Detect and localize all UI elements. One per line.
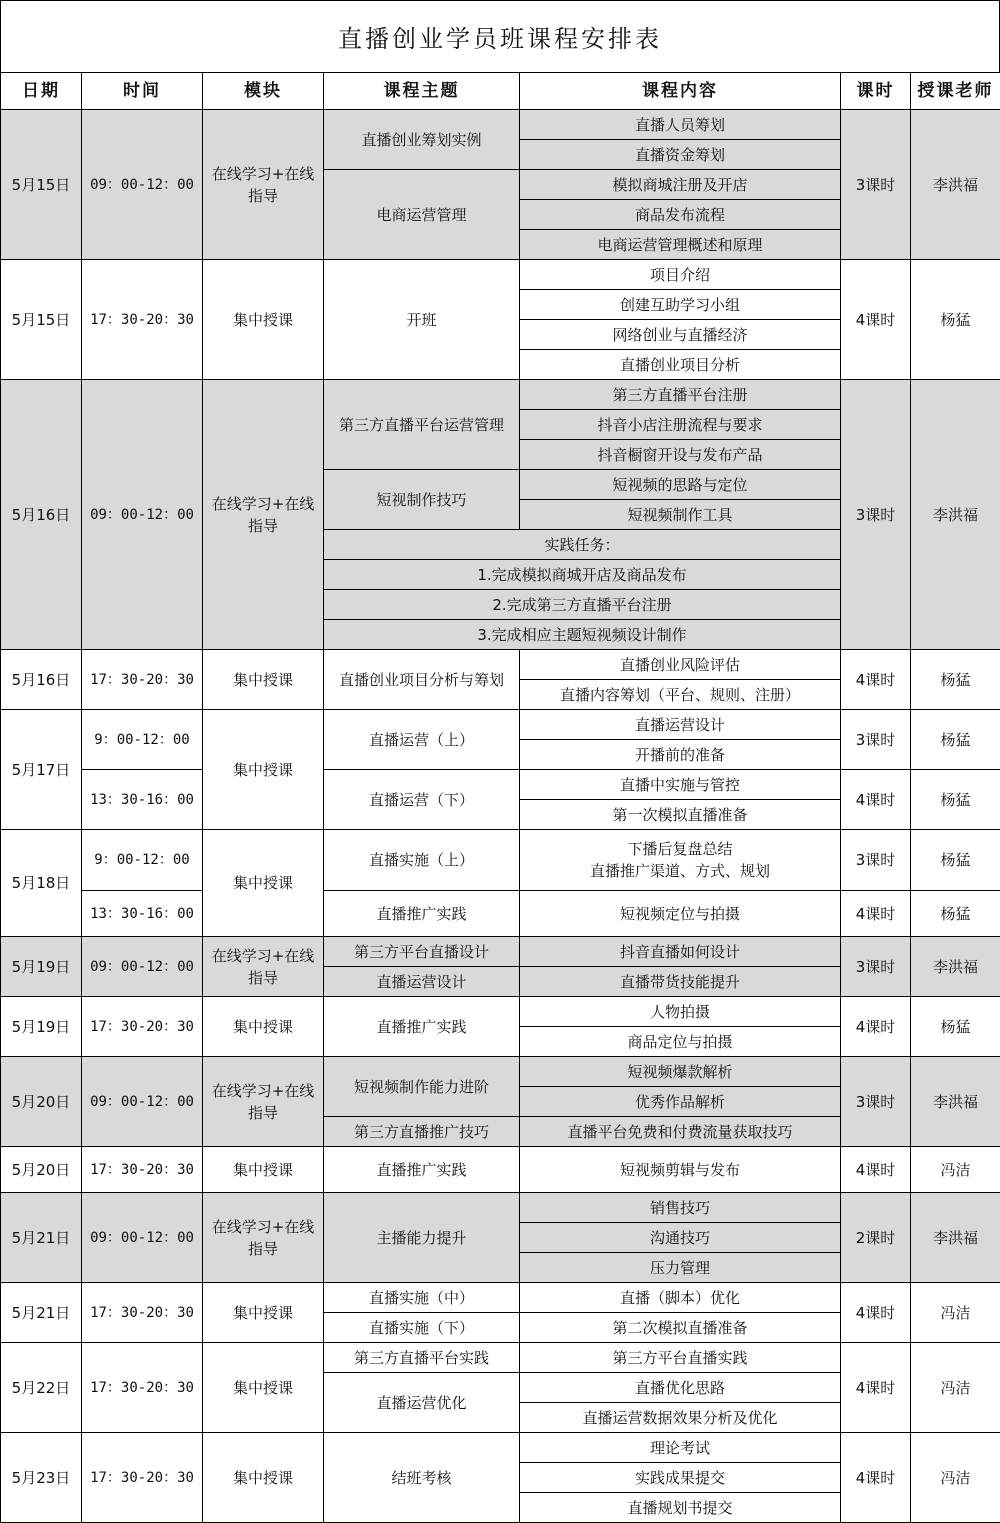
module-cell: 在线学习+在线指导 (203, 380, 324, 650)
date-cell: 5月21日 (1, 1193, 82, 1283)
table-row (1, 1147, 1000, 1193)
content-cell: 第一次模拟直播准备 (520, 800, 841, 830)
module-cell: 集中授课 (203, 1433, 324, 1523)
hours-cell: 4课时 (841, 997, 911, 1057)
content-cell: 抖音橱窗开设与发布产品 (520, 440, 841, 470)
content-cell: 短视频定位与拍摄 (520, 891, 841, 937)
topic-cell: 结班考核 (324, 1433, 520, 1523)
table-row (1, 1193, 1000, 1223)
teacher-cell: 李洪福 (911, 380, 1000, 650)
content-line: 下播后复盘总结 (522, 838, 838, 860)
content-cell: 短视频爆款解析 (520, 1057, 841, 1087)
content-cell: 沟通技巧 (520, 1223, 841, 1253)
table-row (1, 830, 1000, 891)
module-cell: 集中授课 (203, 710, 324, 830)
module-cell: 集中授课 (203, 997, 324, 1057)
content-cell: 开播前的准备 (520, 740, 841, 770)
module-cell: 在线学习+在线指导 (203, 1193, 324, 1283)
teacher-cell: 李洪福 (911, 1193, 1000, 1283)
content-cell: 直播运营数据效果分析及优化 (520, 1403, 841, 1433)
content-cell: 商品发布流程 (520, 200, 841, 230)
content-cell: 优秀作品解析 (520, 1087, 841, 1117)
time-cell: 17：30-20：30 (82, 1147, 203, 1193)
content-cell: 销售技巧 (520, 1193, 841, 1223)
hours-cell: 3课时 (841, 380, 911, 650)
content-cell: 电商运营管理概述和原理 (520, 230, 841, 260)
teacher-cell: 李洪福 (911, 1057, 1000, 1147)
table-row (1, 110, 1000, 140)
hours-cell: 3课时 (841, 110, 911, 260)
hours-cell: 4课时 (841, 650, 911, 710)
header-content: 课程内容 (520, 73, 841, 110)
time-cell: 13：30-16：00 (82, 770, 203, 830)
content-cell: 项目介绍 (520, 260, 841, 290)
task-cell: 1.完成模拟商城开店及商品发布 (324, 560, 841, 590)
topic-cell: 开班 (324, 260, 520, 380)
topic-cell: 第三方直播平台运营管理 (324, 380, 520, 470)
content-cell: 直播（脚本）优化 (520, 1283, 841, 1313)
content-cell: 直播人员筹划 (520, 110, 841, 140)
content-cell: 创建互助学习小组 (520, 290, 841, 320)
content-cell: 短视频剪辑与发布 (520, 1147, 841, 1193)
teacher-cell: 冯洁 (911, 1343, 1000, 1433)
hours-cell: 3课时 (841, 937, 911, 997)
time-cell: 09：00-12：00 (82, 1193, 203, 1283)
time-cell: 9：00-12：00 (82, 830, 203, 891)
hours-cell: 4课时 (841, 260, 911, 380)
content-cell: 第三方直播平台注册 (520, 380, 841, 410)
teacher-cell: 杨猛 (911, 260, 1000, 380)
content-cell: 直播优化思路 (520, 1373, 841, 1403)
date-cell: 5月19日 (1, 997, 82, 1057)
content-cell: 压力管理 (520, 1253, 841, 1283)
table-row (1, 710, 1000, 740)
hours-cell: 4课时 (841, 1147, 911, 1193)
teacher-cell: 冯洁 (911, 1433, 1000, 1523)
content-cell: 理论考试 (520, 1433, 841, 1463)
teacher-cell: 杨猛 (911, 891, 1000, 937)
time-cell: 09：00-12：00 (82, 1057, 203, 1147)
header-time: 时间 (82, 73, 203, 110)
time-cell: 17：30-20：30 (82, 1283, 203, 1343)
content-cell: 短视频的思路与定位 (520, 470, 841, 500)
content-cell: 模拟商城注册及开店 (520, 170, 841, 200)
topic-cell: 直播推广实践 (324, 997, 520, 1057)
content-cell: 短视频制作工具 (520, 500, 841, 530)
table-row (1, 891, 1000, 937)
teacher-cell: 李洪福 (911, 937, 1000, 997)
date-cell: 5月15日 (1, 260, 82, 380)
date-cell: 5月22日 (1, 1343, 82, 1433)
table-row (1, 937, 1000, 967)
teacher-cell: 杨猛 (911, 710, 1000, 770)
time-cell: 17：30-20：30 (82, 1433, 203, 1523)
topic-cell: 电商运营管理 (324, 170, 520, 260)
teacher-cell: 杨猛 (911, 650, 1000, 710)
table-row (1, 650, 1000, 680)
date-cell: 5月17日 (1, 710, 82, 830)
content-cell: 第二次模拟直播准备 (520, 1313, 841, 1343)
header-module: 模块 (203, 73, 324, 110)
content-cell: 网络创业与直播经济 (520, 320, 841, 350)
content-cell: 直播中实施与管控 (520, 770, 841, 800)
teacher-cell: 杨猛 (911, 830, 1000, 891)
content-cell: 实践成果提交 (520, 1463, 841, 1493)
topic-cell: 短视频制作能力进阶 (324, 1057, 520, 1117)
topic-cell: 第三方直播平台实践 (324, 1343, 520, 1373)
content-cell: 直播运营设计 (520, 710, 841, 740)
teacher-cell: 杨猛 (911, 997, 1000, 1057)
module-cell: 集中授课 (203, 1343, 324, 1433)
module-cell: 集中授课 (203, 1283, 324, 1343)
time-cell: 9：00-12：00 (82, 710, 203, 770)
date-cell: 5月18日 (1, 830, 82, 937)
time-cell: 17：30-20：30 (82, 650, 203, 710)
content-cell: 抖音直播如何设计 (520, 937, 841, 967)
topic-cell: 直播运营（上） (324, 710, 520, 770)
topic-cell: 第三方直播推广技巧 (324, 1117, 520, 1147)
topic-cell: 直播实施（上） (324, 830, 520, 891)
header-topic: 课程主题 (324, 73, 520, 110)
module-cell: 集中授课 (203, 260, 324, 380)
table-row (1, 997, 1000, 1027)
date-cell: 5月20日 (1, 1147, 82, 1193)
teacher-cell: 李洪福 (911, 110, 1000, 260)
date-cell: 5月16日 (1, 650, 82, 710)
content-cell: 直播规划书提交 (520, 1493, 841, 1523)
hours-cell: 4课时 (841, 891, 911, 937)
header-hours: 课时 (841, 73, 911, 110)
date-cell: 5月16日 (1, 380, 82, 650)
header-teacher: 授课老师 (911, 73, 1000, 110)
date-cell: 5月15日 (1, 110, 82, 260)
table-row (1, 1283, 1000, 1313)
date-cell: 5月21日 (1, 1283, 82, 1343)
hours-cell: 4课时 (841, 1433, 911, 1523)
content-cell: 人物拍摄 (520, 997, 841, 1027)
content-cell (520, 830, 841, 891)
content-cell: 直播平台免费和付费流量获取技巧 (520, 1117, 841, 1147)
time-cell: 17：30-20：30 (82, 260, 203, 380)
teacher-cell: 杨猛 (911, 770, 1000, 830)
hours-cell: 4课时 (841, 1343, 911, 1433)
topic-cell: 直播创业筹划实例 (324, 110, 520, 170)
table-row (1, 770, 1000, 800)
table-row (1, 260, 1000, 290)
page-title: 直播创业学员班课程安排表 (0, 0, 1000, 72)
content-cell: 直播内容筹划（平台、规则、注册） (520, 680, 841, 710)
hours-cell: 3课时 (841, 830, 911, 891)
topic-cell: 直播推广实践 (324, 1147, 520, 1193)
topic-cell: 直播实施（中） (324, 1283, 520, 1313)
teacher-cell: 冯洁 (911, 1147, 1000, 1193)
module-cell: 集中授课 (203, 650, 324, 710)
topic-cell: 主播能力提升 (324, 1193, 520, 1283)
hours-cell: 3课时 (841, 710, 911, 770)
table-row (1, 1057, 1000, 1087)
task-cell: 2.完成第三方直播平台注册 (324, 590, 841, 620)
table-row (1, 1433, 1000, 1463)
time-cell: 09：00-12：00 (82, 937, 203, 997)
hours-cell: 4课时 (841, 770, 911, 830)
schedule-table (0, 72, 1000, 1523)
module-cell: 集中授课 (203, 1147, 324, 1193)
topic-cell: 短视制作技巧 (324, 470, 520, 530)
module-cell: 在线学习+在线指导 (203, 937, 324, 997)
content-cell: 抖音小店注册流程与要求 (520, 410, 841, 440)
module-cell: 在线学习+在线指导 (203, 110, 324, 260)
content-cell: 直播创业风险评估 (520, 650, 841, 680)
task-cell: 实践任务： (324, 530, 841, 560)
content-line: 直播推广渠道、方式、规划 (522, 860, 838, 882)
topic-cell: 直播推广实践 (324, 891, 520, 937)
header-date: 日期 (1, 73, 82, 110)
date-cell: 5月23日 (1, 1433, 82, 1523)
table-row (1, 380, 1000, 410)
time-cell: 09：00-12：00 (82, 380, 203, 650)
hours-cell: 3课时 (841, 1057, 911, 1147)
topic-cell: 直播运营设计 (324, 967, 520, 997)
module-cell: 在线学习+在线指导 (203, 1057, 324, 1147)
time-cell: 09：00-12：00 (82, 110, 203, 260)
teacher-cell: 冯洁 (911, 1283, 1000, 1343)
content-cell: 直播创业项目分析 (520, 350, 841, 380)
content-cell: 第三方平台直播实践 (520, 1343, 841, 1373)
content-cell: 直播资金筹划 (520, 140, 841, 170)
content-cell: 直播带货技能提升 (520, 967, 841, 997)
header-row (1, 73, 1000, 110)
table-row (1, 1343, 1000, 1373)
date-cell: 5月20日 (1, 1057, 82, 1147)
topic-cell: 第三方平台直播设计 (324, 937, 520, 967)
time-cell: 13：30-16：00 (82, 891, 203, 937)
time-cell: 17：30-20：30 (82, 1343, 203, 1433)
module-cell: 集中授课 (203, 830, 324, 937)
task-cell: 3.完成相应主题短视频设计制作 (324, 620, 841, 650)
topic-cell: 直播实施（下） (324, 1313, 520, 1343)
topic-cell: 直播创业项目分析与筹划 (324, 650, 520, 710)
time-cell: 17：30-20：30 (82, 997, 203, 1057)
date-cell: 5月19日 (1, 937, 82, 997)
topic-cell: 直播运营（下） (324, 770, 520, 830)
hours-cell: 4课时 (841, 1283, 911, 1343)
content-cell: 商品定位与拍摄 (520, 1027, 841, 1057)
hours-cell: 2课时 (841, 1193, 911, 1283)
topic-cell: 直播运营优化 (324, 1373, 520, 1433)
